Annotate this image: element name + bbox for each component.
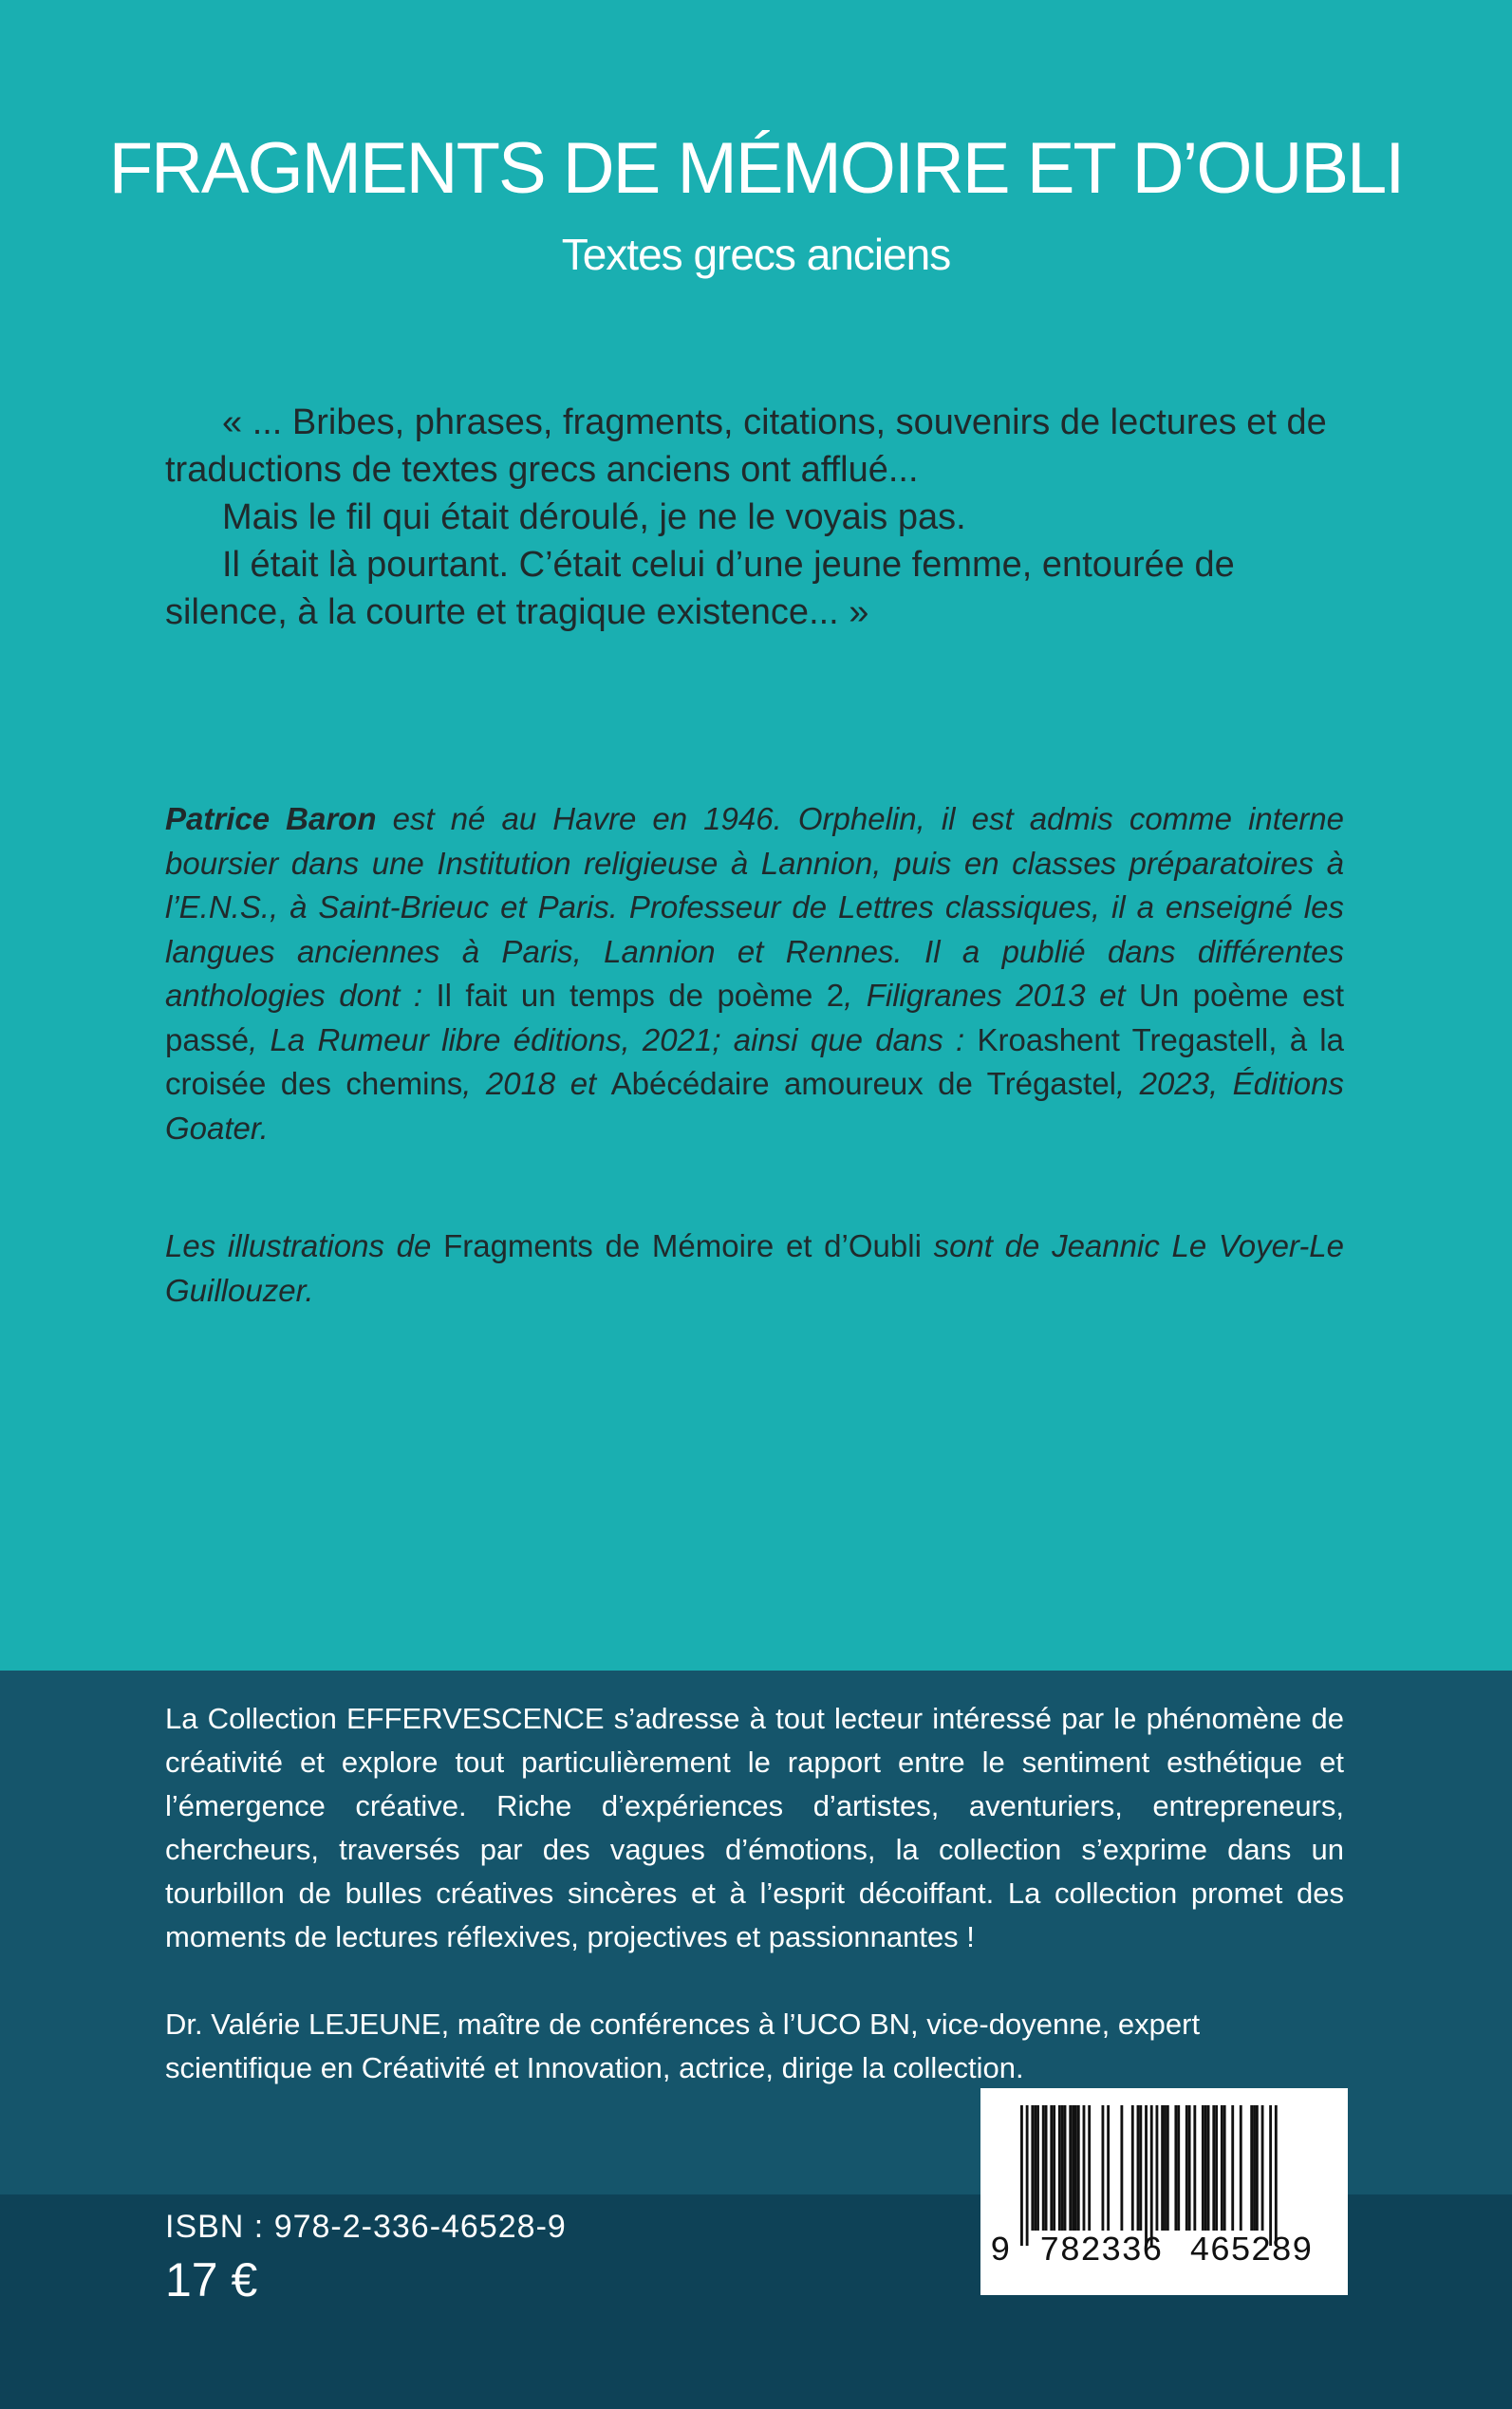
back-cover-quote: [165, 399, 1344, 636]
barcode-bar: [1164, 2105, 1167, 2231]
barcode-bar: [1223, 2105, 1226, 2231]
barcode-bar: [1253, 2105, 1256, 2231]
barcode-bar: [1042, 2105, 1045, 2231]
barcode-bar: [1088, 2105, 1091, 2231]
barcode-bar: [1036, 2105, 1039, 2231]
barcode-bar: [1069, 2105, 1072, 2231]
barcode-bar: [1120, 2105, 1123, 2231]
barcode-bar: [1188, 2105, 1191, 2231]
barcode-bar: [1161, 2105, 1164, 2231]
barcode-bar: [1215, 2105, 1218, 2231]
barcode-bar: [1207, 2105, 1210, 2231]
barcode-bar: [1185, 2105, 1188, 2231]
barcode-bar: [1034, 2105, 1036, 2231]
barcode: [980, 2088, 1348, 2295]
barcode-bar: [1053, 2105, 1055, 2231]
isbn: ISBN : 978-2-336-46528-9: [165, 2209, 567, 2245]
barcode-bar: [1261, 2105, 1264, 2231]
book-title: FRAGMENTS DE MÉMOIRE ET D’OUBLI: [108, 128, 1404, 209]
barcode-bar: [1083, 2105, 1086, 2231]
barcode-bar: [1193, 2105, 1196, 2231]
bio-work-4: Abécédaire amoureux de Trégastel: [610, 1066, 1117, 1101]
barcode-bar: [1212, 2105, 1215, 2231]
barcode-bar: [1240, 2105, 1242, 2231]
barcode-bar: [1204, 2105, 1207, 2231]
barcode-bar: [1269, 2105, 1272, 2246]
bio-work-2: Un poème est passé: [165, 978, 1344, 1057]
barcode-bar: [1107, 2105, 1110, 2231]
barcode-bar: [1167, 2105, 1169, 2231]
barcode-bar: [1202, 2105, 1204, 2231]
barcode-bar: [1131, 2105, 1134, 2231]
illus-work-title: Fragments de Mémoire et d’Oubli: [443, 1228, 922, 1263]
barcode-bar: [1137, 2105, 1140, 2231]
bio-work-3: Kroashent Tregastell, à la croisée des chemins: [165, 1021, 1344, 1101]
barcode-bar: [1102, 2105, 1105, 2231]
barcode-bar: [1231, 2105, 1234, 2231]
barcode-bar: [1050, 2105, 1053, 2231]
barcode-bar: [1221, 2105, 1223, 2231]
barcode-bar: [1177, 2105, 1180, 2231]
collection-description: La Collection EFFERVESCENCE s’adresse à tout lecteur intéressé par le phénomène de créativité et explore tout particulièrement le rapport entre le sentiment esthétique et l’émergence créative. Riche d’expériences d’artistes, aventuriers, entrepreneurs, chercheurs, traversés par des vagues d’émotions, la collection s’exprime dans un tourbillon de bulles créatives sincères et à l’esprit décoiffant. La collection promet des moments de lectures réflexives, projectives et passionnantes !: [165, 1702, 1344, 1953]
barcode-bar: [1156, 2105, 1159, 2231]
bio-text-5: , 2023, Éditions Goater.: [165, 1066, 1344, 1146]
barcode-bar: [1064, 2105, 1067, 2231]
price: 17 €: [165, 2253, 258, 2306]
author-biography: [165, 797, 1344, 1150]
barcode-bar: [1061, 2105, 1064, 2231]
illustrations-credit: [165, 1224, 1344, 1313]
barcode-digit-first: 9: [990, 2232, 1011, 2270]
barcode-digits-right: 465289: [1189, 2232, 1313, 2270]
barcode-bar: [1045, 2105, 1048, 2231]
barcode-bar: [1072, 2105, 1074, 2231]
barcode-bar: [1145, 2105, 1148, 2246]
bio-text-3: , La Rumeur libre éditions, 2021; ainsi que dans :: [249, 1021, 978, 1057]
author-name: Patrice Baron: [165, 801, 377, 836]
book-subtitle: Textes grecs anciens: [561, 230, 951, 279]
bio-text-4: , 2018 et: [462, 1066, 611, 1101]
barcode-bar: [1250, 2105, 1253, 2231]
quote-paragraph-1: « ... Bribes, phrases, fragments, citations, souvenirs de lectures et de traductions de textes grecs anciens ont afflué...: [165, 402, 1327, 490]
bio-text-1: est né au Havre en 1946. Orphelin, il est admis comme interne boursier dans une Institution religieuse à Lannion, puis en classes préparatoires à l’E.N.S., à Saint-Brieuc et Paris. Professeur de Lettres classiques, il a enseigné les langues anciennes à Paris, Lannion et Rennes. Il a publié dans différentes anthologies dont :: [165, 801, 1344, 1013]
collection-director: Dr. Valérie LEJEUNE, maître de conférences à l’UCO BN, vice-doyenne, expert scientifique en Créativité et Innovation, actrice, dirige la collection.: [165, 2008, 1201, 2084]
bio-text-2: , Filigranes 2013 et: [844, 978, 1140, 1013]
barcode-digits-left: 782336: [1039, 2232, 1163, 2270]
barcode-bar: [1139, 2105, 1142, 2231]
barcode-bar: [1150, 2105, 1153, 2246]
barcode-bar: [1174, 2105, 1177, 2231]
illus-text-1: Les illustrations de: [165, 1228, 444, 1263]
bio-work-1: Il fait un temps de poème 2: [436, 978, 845, 1013]
barcode-bar: [1026, 2105, 1029, 2246]
barcode-bar: [1020, 2105, 1023, 2246]
barcode-bar: [1074, 2105, 1077, 2231]
quote-paragraph-3: Il était là pourtant. C’était celui d’une jeune femme, entourée de silence, à la courte et tragique existence... »: [165, 545, 1235, 632]
quote-paragraph-2: Mais le fil qui était déroulé, je ne le voyais pas.: [222, 497, 966, 537]
barcode-bar: [1256, 2105, 1259, 2231]
barcode-bar: [1031, 2105, 1034, 2231]
barcode-bar: [1058, 2105, 1061, 2231]
barcode-bar: [1077, 2105, 1080, 2231]
illus-text-2: sont de Jeannic Le Voyer-Le Guillouzer.: [165, 1228, 1345, 1308]
barcode-bar: [1275, 2105, 1278, 2246]
